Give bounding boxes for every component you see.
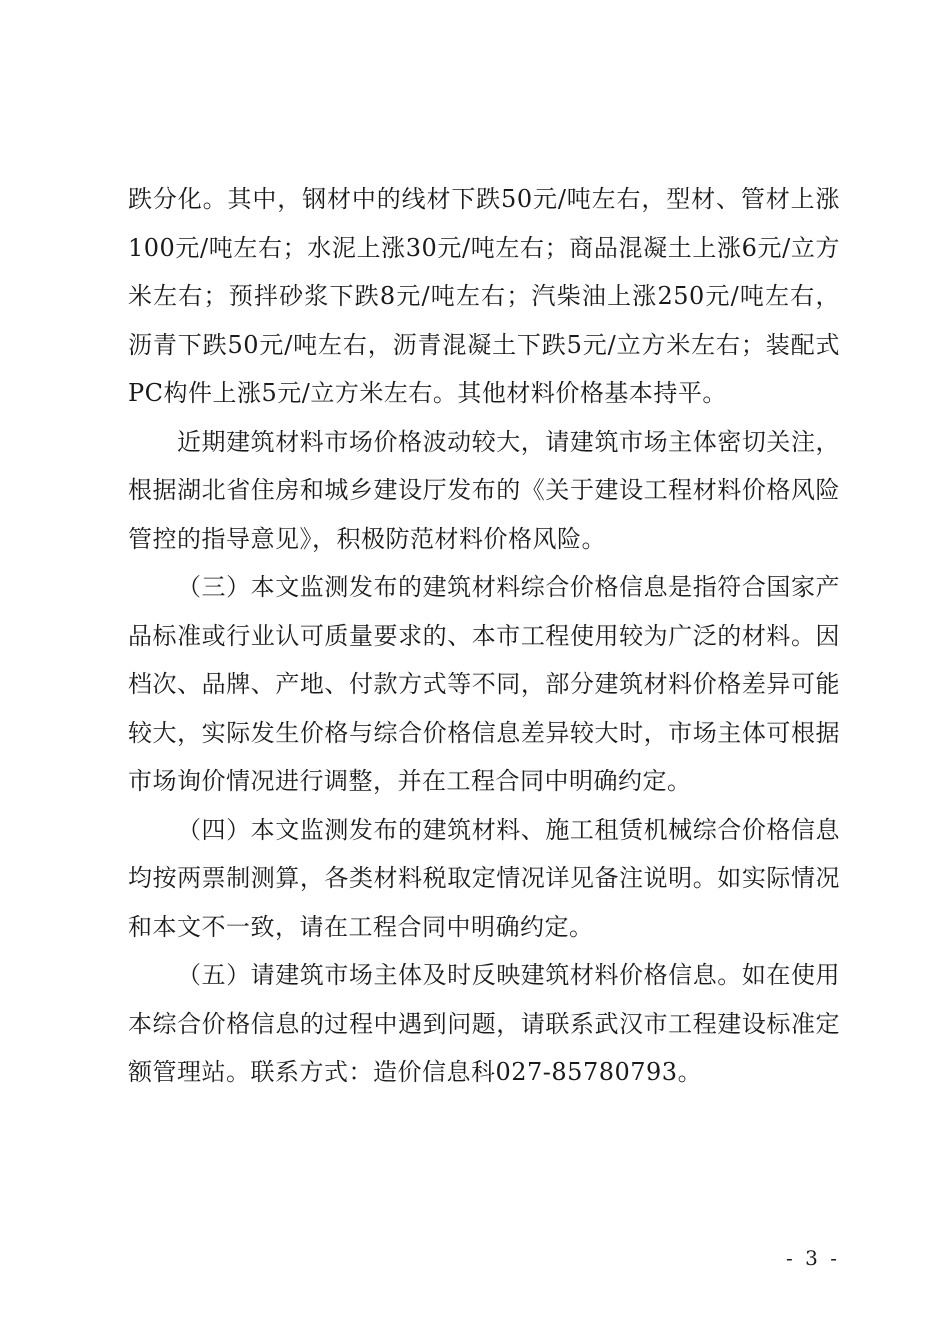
- paragraph-item-five: （五）请建筑市场主体及时反映建筑材料价格信息。如在使用本综合价格信息的过程中遇到问题，请联系武汉市工程建设标准定额管理站。联系方式：造价信息科027-85780793。: [128, 961, 840, 1086]
- paragraph-item-four: （四）本文监测发布的建筑材料、施工租赁机械综合价格信息均按两票制测算，各类材料税取定情况详见备注说明。如实际情况和本文不一致，请在工程合同中明确约定。: [128, 815, 840, 941]
- paragraph-market-notice: 近期建筑材料市场价格波动较大，请建筑市场主体密切关注，根据湖北省住房和城乡建设厅发布的《关于建设工程材料价格风险管控的指导意见》，积极防范材料价格风险。: [128, 427, 840, 553]
- document-body: [128, 175, 840, 1097]
- paragraph-price-changes: 跌分化。其中，钢材中的线材下跌50元/吨左右，型材、管材上涨100元/吨左右；水泥上涨30元/吨左右；商品混凝土上涨6元/立方米左右；预拌砂浆下跌8元/吨左右；汽柴油上涨250元/吨左右，沥青下跌50元/吨左右，沥青混凝土下跌5元/立方米左右；装配式PC构件上涨5元/立方米左右。其他材料价格基本持平。: [128, 185, 840, 407]
- page-number: - 3 -: [786, 1246, 840, 1270]
- paragraph-item-three: （三）本文监测发布的建筑材料综合价格信息是指符合国家产品标准或行业认可质量要求的、本市工程使用较为广泛的材料。因档次、品牌、产地、付款方式等不同，部分建筑材料价格差异可能较大，实际发生价格与综合价格信息差异较大时，市场主体可根据市场询价情况进行调整，并在工程合同中明确约定。: [128, 573, 840, 795]
